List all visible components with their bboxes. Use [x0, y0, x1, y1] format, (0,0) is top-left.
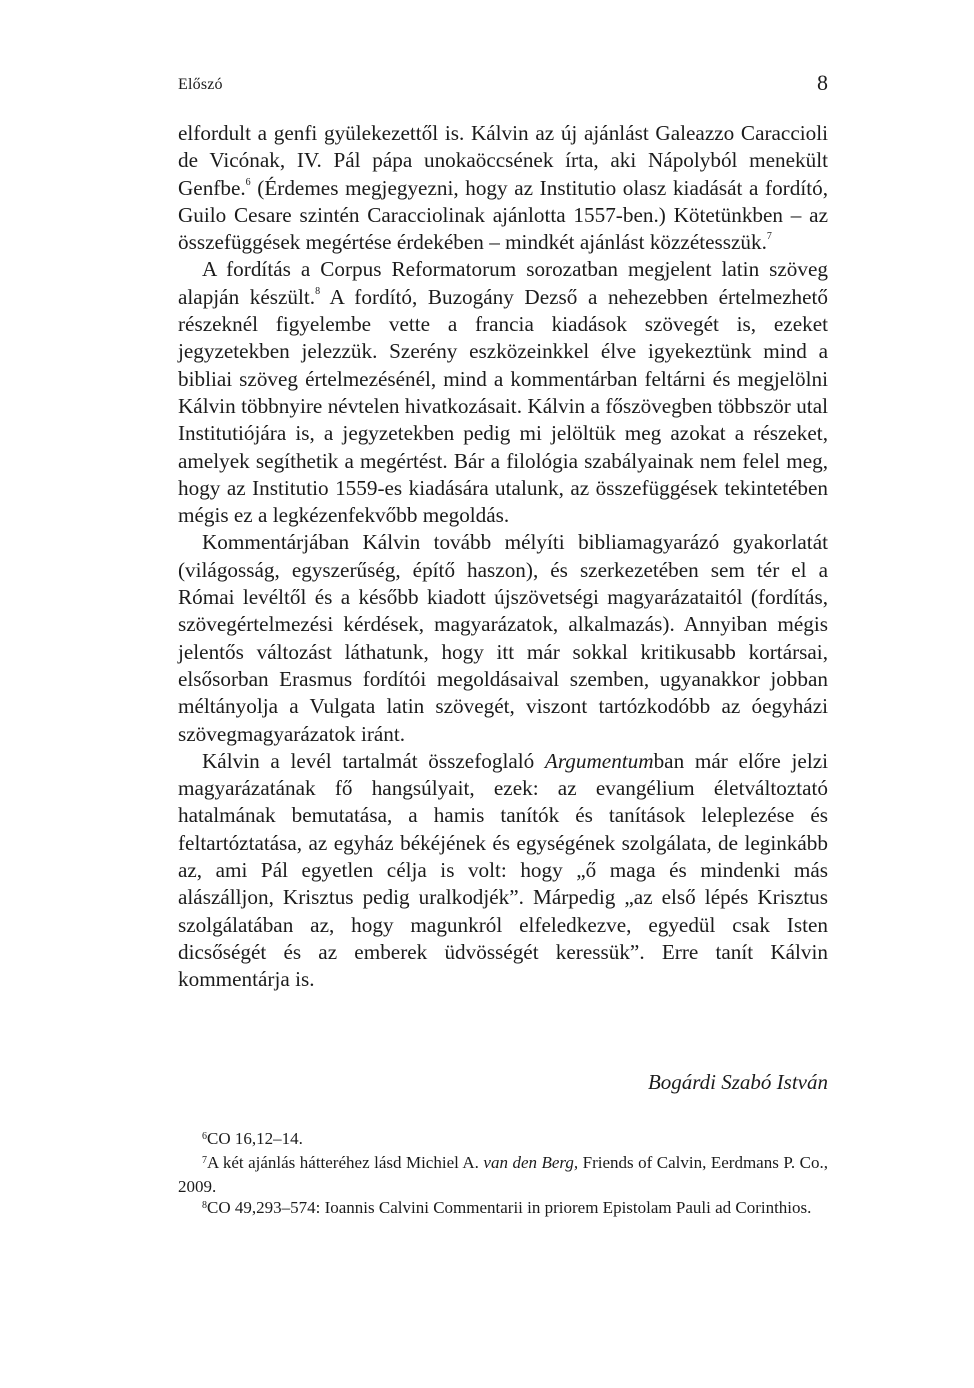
paragraph-2	[178, 256, 828, 529]
footnote-8	[178, 1197, 828, 1221]
footnote-6-mark: 6	[202, 1131, 207, 1142]
footnote-ref-6: 6	[245, 176, 251, 188]
footnote-7-mark: 7	[202, 1155, 207, 1166]
footnote-ref-7: 7	[766, 231, 772, 243]
running-head: Előszó	[178, 76, 223, 93]
footnote-7-text-b: Friends of Calvin, Eerdmans P. Co., 2009.	[178, 1153, 828, 1196]
page-number: 8	[817, 70, 828, 95]
footnote-6	[178, 1128, 828, 1152]
paragraph-1-text-a: elfordult a genfi gyülekezettől is. Kálvin az új ajánlást Galeazzo Caraccioli de Vicónak, IV. Pál pápa unokaöccsének írta, aki Nápolyból menekült Genfbe.	[178, 121, 828, 200]
paragraph-4-text-b: ban már előre jelzi magyarázatának fő hangsúlyait, ezek: az evangélium életváltoztató hatalmának bemutatása, a hamis tanítók és tanítások leleplezése és feltartóztatása, az egyház békéjének és egységének szolgálata, de leginkább az, ami Pál egyetlen célja is volt: hogy „ő maga és mindenki más alászálljon, Krisztus pedig uralkodjék”. Márpedig „az első lépés Krisztus szolgálatában az, hogy magunkról elfeledkezve, egyedül csak Isten dicsőségét és az emberek üdvösségét keressük”. Erre tanít Kálvin kommentárja is.	[178, 748, 828, 992]
footnote-7-text-a: A két ajánlás hátteréhez lásd Michiel A.	[207, 1153, 484, 1172]
footnotes	[178, 1128, 828, 1221]
footnote-8-mark: 8	[202, 1200, 207, 1211]
paragraph-4-emphasis: Argumentum	[544, 748, 654, 773]
footnote-7	[178, 1152, 828, 1197]
paragraph-3: Kommentárjában Kálvin tovább mélyíti bibliamagyarázó gyakorlatát (világosság, egyszerűség, építő haszon), és szerkezetében sem tér el a Római levéltől és a később kiadott újszövetségi magyarázataitól (fordítás, szövegértelmezési kérdések, magyarázatok, alkalmazás). Annyiban mégis jelentős változást láthatunk, hogy itt már sokkal kritikusabb kortársai, elsősorban Erasmus fordítói megoldásaival szemben, ugyanakkor jobban méltányolja a Vulgata latin szövegét, viszont tartózkodóbb az óegyházi szövegmagyarázatok iránt.	[178, 530, 828, 746]
paragraph-2-text-a: A fordítás a Corpus Reformatorum sorozatban megjelent latin szöveg alapján készült.	[178, 257, 828, 309]
footnote-7-emphasis: van den Berg,	[483, 1153, 579, 1172]
page-header	[178, 70, 828, 100]
paragraph-2-text-b: A fordító, Buzogány Dezső a nehezebben értelmezhető részeknél figyelembe vette a francia kiadások szövegét is, ezeket jegyzetekben jelezzük. Szerény eszközeinkkel élve igyekeztünk mind a bibliai szöveg értelmezésénél, mind a kommentárban feltárni és megjelölni Kálvin többnyire névtelen hivatkozásait. Kálvin a főszövegben többször utal Institutiójára is, a jegyzetekben pedig mi jelöltük meg azokat a részeket, amelyek segíthetik a megértést. Bár a filológia szabályainak nem felel meg, hogy az Institutio 1559-es kiadására utalunk, az összefüggések tekintetében mégis ez a legkézenfekvőbb megoldás.	[178, 284, 829, 528]
footnote-6-text: CO 16,12–14.	[207, 1129, 303, 1148]
paragraph-4-text-a: Kálvin a levél tartalmát összefoglaló	[202, 748, 545, 773]
paragraph-1-text-b: (Érdemes megjegyezni, hogy az Institutio olasz kiadását a fordító, Guilo Cesare szintén Caracciolinak ajánlotta 1557-ben.) Kötetünkben – az összefüggések megértése érdekében – mindkét ajánlást közzétesszük.	[178, 175, 828, 255]
paragraph-4	[178, 748, 828, 994]
footnote-ref-8: 8	[315, 285, 321, 297]
paragraph-1	[178, 120, 828, 256]
signature: Bogárdi Szabó István	[647, 1070, 828, 1094]
body-text	[178, 120, 828, 994]
footnote-8-text: CO 49,293–574: Ioannis Calvini Commentarii in priorem Epistolam Pauli ad Corinthios.	[207, 1198, 812, 1217]
